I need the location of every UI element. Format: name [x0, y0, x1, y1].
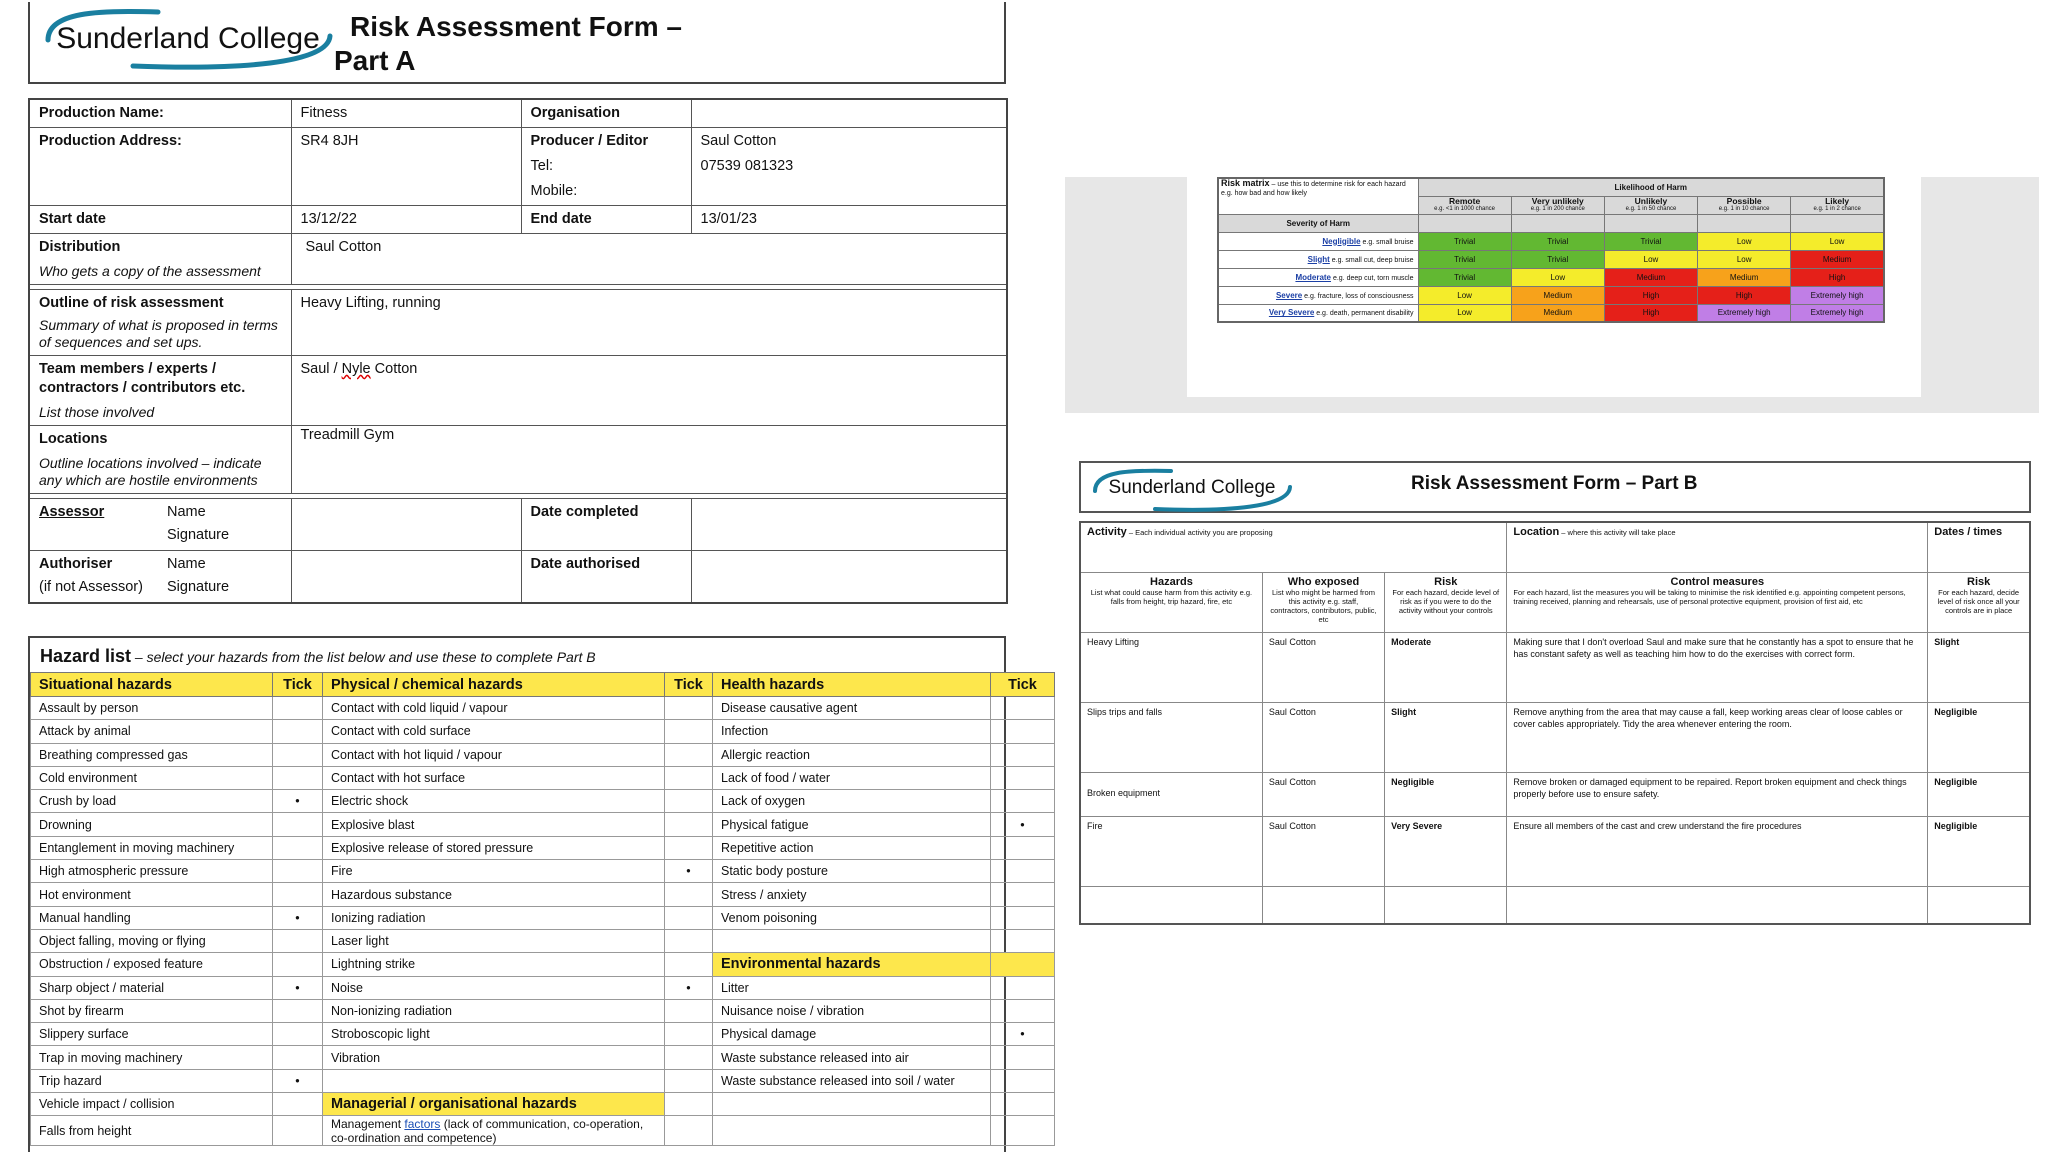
hazard-row [31, 766, 1055, 789]
physical-hazard: Contact with hot liquid / vapour [323, 743, 665, 766]
matrix-row [1218, 268, 1884, 286]
situational-hazard: Hot environment [31, 883, 273, 906]
risk-matrix-page [1187, 177, 1921, 397]
col-tick: Tick [273, 673, 323, 697]
production-name-label: Production Name: [29, 99, 291, 128]
health-hazard: Static body posture [713, 860, 991, 883]
tick-checkbox[interactable] [991, 1046, 1055, 1069]
risk-level-cell: Extremely high [1791, 304, 1884, 322]
likelihood-label: Likelihood of Harm [1418, 178, 1884, 196]
matrix-row [1218, 304, 1884, 322]
risk-level-cell: Medium [1511, 304, 1604, 322]
risk-row [1080, 772, 2030, 816]
situational-hazard: Trip hazard [31, 1069, 273, 1092]
tick-checkbox[interactable] [991, 883, 1055, 906]
physical-hazard: Laser light [323, 929, 665, 952]
tick-checkbox[interactable] [665, 720, 713, 743]
physical-hazard: Hazardous substance [323, 883, 665, 906]
control-measures-cell[interactable] [1507, 886, 1928, 924]
physical-hazard: Electric shock [323, 790, 665, 813]
situational-hazard: Drowning [31, 813, 273, 836]
physical-hazard: Vibration [323, 1046, 665, 1069]
situational-hazard: Entanglement in moving machinery [31, 836, 273, 859]
risk-level-cell: Medium [1604, 268, 1697, 286]
tick-checkbox[interactable] [273, 743, 323, 766]
tick-checkbox[interactable] [665, 883, 713, 906]
tick-checkbox[interactable] [991, 929, 1055, 952]
tick-checkbox[interactable]: • [991, 813, 1055, 836]
team-label: Team members / experts / contractors / contributors etc. List those involved [29, 356, 291, 426]
dates-cell[interactable]: Dates / times [1928, 522, 2030, 572]
part-b-form [1079, 461, 2031, 933]
situational-hazard: Breathing compressed gas [31, 743, 273, 766]
health-hazard: Physical fatigue [713, 813, 991, 836]
risk-cell[interactable] [1385, 886, 1507, 924]
col-health: Health hazards [713, 673, 991, 697]
tick-checkbox[interactable] [273, 813, 323, 836]
risk-after-cell[interactable]: Negligible [1928, 816, 2030, 886]
tick-checkbox[interactable] [273, 720, 323, 743]
risk-level-cell: Medium [1698, 268, 1791, 286]
tick-checkbox[interactable] [273, 929, 323, 952]
health-hazard [713, 929, 991, 952]
hazard-row [31, 929, 1055, 952]
hazard-row [31, 1093, 1055, 1116]
physical-hazard: Lightning strike [323, 953, 665, 976]
part-b-title: Risk Assessment Form – Part B [1411, 473, 1698, 494]
tick-checkbox[interactable]: • [273, 906, 323, 929]
logo-text: Sunderland College [1108, 477, 1276, 498]
part-a-header [28, 2, 1006, 84]
hazard-row [31, 883, 1055, 906]
risk-cell[interactable]: Negligible [1385, 772, 1507, 816]
physical-hazard: Explosive blast [323, 813, 665, 836]
severity-cell: Moderate e.g. deep cut, torn muscle [1218, 268, 1418, 286]
part-b-header [1079, 461, 2031, 513]
sunderland-college-logo [1089, 467, 1295, 513]
risk-level-cell: Low [1698, 250, 1791, 268]
outline-value[interactable]: Heavy Lifting, running [291, 290, 1007, 356]
authoriser-label: Authoriser Name (if not Assessor) Signature [29, 551, 291, 603]
physical-hazard: Fire [323, 860, 665, 883]
hazard-row [31, 1046, 1055, 1069]
production-address-value[interactable]: SR4 8JH [291, 128, 521, 206]
tick-checkbox[interactable]: • [665, 860, 713, 883]
health-hazard: Waste substance released into air [713, 1046, 991, 1069]
hazard-row [31, 697, 1055, 720]
health-hazard: Lack of food / water [713, 766, 991, 789]
risk-level-cell: Trivial [1418, 232, 1511, 250]
tick-checkbox[interactable] [665, 1023, 713, 1046]
tick-checkbox[interactable] [665, 743, 713, 766]
tick-checkbox[interactable] [273, 1046, 323, 1069]
physical-hazard: Explosive release of stored pressure [323, 836, 665, 859]
likelihood-header: Possible e.g. 1 in 10 chance [1698, 196, 1791, 214]
control-measures-cell[interactable]: Making sure that I don't overload Saul and make sure that he constantly has a spot to ensure that he has constant safety as well as teaching him how to do the exercises with correct form. [1507, 632, 1928, 702]
health-hazard: Stress / anxiety [713, 883, 991, 906]
situational-hazard: Obstruction / exposed feature [31, 953, 273, 976]
situational-hazard: Cold environment [31, 766, 273, 789]
health-hazard: Nuisance noise / vibration [713, 999, 991, 1022]
distribution-value[interactable]: Saul Cotton [291, 234, 1007, 285]
hazard-row [31, 1116, 1055, 1146]
physical-hazard: Non-ionizing radiation [323, 999, 665, 1022]
who-exposed-cell[interactable]: Saul Cotton [1262, 772, 1384, 816]
tick-checkbox[interactable] [665, 836, 713, 859]
hazard-list-heading: Hazard list – select your hazards from the list below and use these to complete Part B [40, 646, 596, 666]
tick-checkbox[interactable] [273, 766, 323, 789]
hazard-row [31, 813, 1055, 836]
control-measures-cell[interactable]: Ensure all members of the cast and crew understand the fire procedures [1507, 816, 1928, 886]
hazard-cell[interactable] [1080, 886, 1262, 924]
situational-hazard: Shot by firearm [31, 999, 273, 1022]
risk-level-cell: Trivial [1418, 268, 1511, 286]
situational-hazard: Attack by animal [31, 720, 273, 743]
health-hazard: Infection [713, 720, 991, 743]
col-hazards: Hazards List what could cause harm from this activity e.g. falls from height, trip hazard, fire, etc [1080, 572, 1262, 632]
hazard-row [31, 836, 1055, 859]
organisation-value[interactable] [691, 99, 1007, 128]
severity-cell: Severe e.g. fracture, loss of consciousness [1218, 286, 1418, 304]
risk-level-cell: Low [1511, 268, 1604, 286]
risk-after-cell[interactable] [1928, 886, 2030, 924]
risk-after-cell[interactable]: Negligible [1928, 772, 2030, 816]
tick-checkbox[interactable] [665, 1093, 713, 1116]
tick-checkbox[interactable] [273, 883, 323, 906]
health-hazard: Disease causative agent [713, 697, 991, 720]
risk-level-cell: Low [1418, 286, 1511, 304]
risk-level-cell: High [1698, 286, 1791, 304]
situational-hazard: Falls from height [31, 1116, 273, 1146]
tick-checkbox[interactable] [273, 1116, 323, 1146]
part-b-table [1079, 521, 2031, 925]
production-name-value[interactable]: Fitness [291, 99, 521, 128]
risk-after-cell[interactable]: Negligible [1928, 702, 2030, 772]
production-details-table [28, 98, 1008, 604]
physical-hazard: Contact with cold surface [323, 720, 665, 743]
tick-checkbox[interactable] [665, 953, 713, 976]
hazard-cell[interactable]: Heavy Lifting [1080, 632, 1262, 702]
hazard-row [31, 1023, 1055, 1046]
situational-hazard: Trap in moving machinery [31, 1046, 273, 1069]
assessor-label: Assessor Name Signature [29, 499, 291, 551]
activity-cell[interactable]: Activity – Each individual activity you are proposing [1080, 522, 1507, 572]
tick-checkbox[interactable] [665, 766, 713, 789]
risk-level-cell: Low [1791, 232, 1884, 250]
tick-checkbox[interactable] [273, 953, 323, 976]
risk-row [1080, 702, 2030, 772]
tick-checkbox[interactable] [991, 766, 1055, 789]
risk-row [1080, 816, 2030, 886]
tick-checkbox[interactable]: • [665, 976, 713, 999]
risk-level-cell: High [1791, 268, 1884, 286]
location-cell[interactable]: Location – where this activity will take place [1507, 522, 1928, 572]
date-completed-label: Date completed [521, 499, 691, 551]
health-hazard: Allergic reaction [713, 743, 991, 766]
distribution-label: Distribution Who gets a copy of the assessment [29, 234, 291, 285]
likelihood-header: Likely e.g. 1 in 2 chance [1791, 196, 1884, 214]
logo-text: Sunderland College [56, 22, 320, 55]
end-date-value[interactable]: 13/01/23 [691, 206, 1007, 234]
tick-checkbox[interactable] [665, 1046, 713, 1069]
health-hazard: Waste substance released into soil / water [713, 1069, 991, 1092]
tick-checkbox[interactable]: • [991, 1023, 1055, 1046]
risk-cell[interactable]: Very Severe [1385, 816, 1507, 886]
tick-checkbox[interactable] [991, 743, 1055, 766]
hazard-row [31, 976, 1055, 999]
tick-checkbox[interactable] [991, 976, 1055, 999]
tick-checkbox[interactable] [665, 906, 713, 929]
health-hazard: Repetitive action [713, 836, 991, 859]
hazard-row [31, 860, 1055, 883]
hazard-row [31, 906, 1055, 929]
situational-hazard: Crush by load [31, 790, 273, 813]
end-date-label: End date [521, 206, 691, 234]
tick-checkbox[interactable] [991, 697, 1055, 720]
col-tick: Tick [991, 673, 1055, 697]
producer-labels: Producer / Editor Tel: Mobile: [521, 128, 691, 206]
hazard-row [31, 790, 1055, 813]
health-hazard: Litter [713, 976, 991, 999]
hazard-list-section [28, 636, 1037, 1152]
risk-level-cell: Extremely high [1698, 304, 1791, 322]
situational-hazard: Vehicle impact / collision [31, 1093, 273, 1116]
matrix-title: Risk matrix – use this to determine risk for each hazard e.g. how bad and how likely [1218, 178, 1418, 214]
hazard-row [31, 720, 1055, 743]
health-hazard: Physical damage [713, 1023, 991, 1046]
organisation-label: Organisation [521, 99, 691, 128]
physical-hazard: Ionizing radiation [323, 906, 665, 929]
environmental-heading: Environmental hazards [713, 953, 991, 976]
risk-cell[interactable]: Moderate [1385, 632, 1507, 702]
tick-checkbox[interactable] [665, 1069, 713, 1092]
risk-level-cell: Medium [1511, 286, 1604, 304]
tick-checkbox[interactable] [665, 790, 713, 813]
tick-checkbox[interactable]: • [273, 976, 323, 999]
risk-level-cell: High [1604, 286, 1697, 304]
col-situational: Situational hazards [31, 673, 273, 697]
risk-matrix-table [1217, 177, 1885, 323]
tick-checkbox[interactable] [665, 697, 713, 720]
tick-checkbox[interactable] [273, 1093, 323, 1116]
tick-checkbox[interactable] [991, 790, 1055, 813]
team-value[interactable]: Saul / Nyle Cotton [291, 356, 1007, 426]
tick-checkbox[interactable]: • [273, 1069, 323, 1092]
hazard-row [31, 1069, 1055, 1092]
risk-level-cell: Trivial [1511, 232, 1604, 250]
control-measures-cell[interactable]: Remove anything from the area that may cause a fall, keep working areas clear of loose cables or cover cables appropriately. Tidy the area whenever entering the room. [1507, 702, 1928, 772]
risk-after-cell[interactable]: Slight [1928, 632, 2030, 702]
matrix-row [1218, 250, 1884, 268]
health-hazard [713, 1116, 991, 1146]
producer-values[interactable]: Saul Cotton 07539 081323 [691, 128, 1007, 206]
start-date-label: Start date [29, 206, 291, 234]
authoriser-value[interactable] [291, 551, 521, 603]
severity-cell: Negligible e.g. small bruise [1218, 232, 1418, 250]
risk-level-cell: Low [1418, 304, 1511, 322]
physical-hazard: Noise [323, 976, 665, 999]
tick-checkbox[interactable] [991, 1093, 1055, 1116]
tick-checkbox[interactable] [273, 999, 323, 1022]
physical-hazard: Stroboscopic light [323, 1023, 665, 1046]
severity-label-row [1218, 214, 1884, 232]
health-hazard [713, 1093, 991, 1116]
risk-row [1080, 632, 2030, 702]
tick-checkbox[interactable] [991, 999, 1055, 1022]
tick-checkbox[interactable] [991, 1116, 1055, 1146]
tick-checkbox[interactable] [991, 720, 1055, 743]
tick-checkbox[interactable] [665, 1116, 713, 1146]
sunderland-college-logo [38, 6, 338, 72]
who-exposed-cell[interactable]: Saul Cotton [1262, 816, 1384, 886]
who-exposed-cell[interactable] [1262, 886, 1384, 924]
who-exposed-cell[interactable]: Saul Cotton [1262, 702, 1384, 772]
tick-checkbox[interactable]: • [273, 790, 323, 813]
severity-cell: Slight e.g. small cut, deep bruise [1218, 250, 1418, 268]
managerial-hazard: Management factors (lack of communication, co-operation, co-ordination and competence) [323, 1116, 665, 1146]
tick-checkbox[interactable] [665, 813, 713, 836]
risk-level-cell: Extremely high [1791, 286, 1884, 304]
col-tick: Tick [665, 673, 713, 697]
tick-checkbox[interactable] [991, 906, 1055, 929]
matrix-title-row [1218, 178, 1884, 196]
risk-matrix-panel [1065, 177, 2039, 413]
control-measures-cell[interactable]: Remove broken or damaged equipment to be repaired. Report broken equipment and check things properly before use to ensure safety. [1507, 772, 1928, 816]
date-completed-value[interactable] [691, 499, 1007, 551]
hazard-row [31, 743, 1055, 766]
assessor-value[interactable] [291, 499, 521, 551]
situational-hazard: Manual handling [31, 906, 273, 929]
locations-value[interactable]: Treadmill Gym [291, 426, 1007, 494]
who-exposed-cell[interactable]: Saul Cotton [1262, 632, 1384, 702]
col-risk-after: Risk For each hazard, decide level of risk once all your controls are in place [1928, 572, 2030, 632]
health-hazard: Venom poisoning [713, 906, 991, 929]
health-hazard: Lack of oxygen [713, 790, 991, 813]
date-authorised-label: Date authorised [521, 551, 691, 603]
physical-hazard: Contact with cold liquid / vapour [323, 697, 665, 720]
start-date-value[interactable]: 13/12/22 [291, 206, 521, 234]
risk-level-cell: High [1604, 304, 1697, 322]
factors-link[interactable]: factors [404, 1116, 441, 1131]
risk-cell[interactable]: Slight [1385, 702, 1507, 772]
physical-hazard [323, 1069, 665, 1092]
risk-row [1080, 886, 2030, 924]
risk-level-cell: Low [1698, 232, 1791, 250]
hazard-cell[interactable]: Slips trips and falls [1080, 702, 1262, 772]
col-control-measures: Control measures For each hazard, list the measures you will be taking to minimise the risk identified e.g. appointing competent persons, training received, planning and rehearsals, use of personal protective equipment, provision of first aid, etc [1507, 572, 1928, 632]
likelihood-header: Very unlikely e.g. 1 in 200 chance [1511, 196, 1604, 214]
matrix-row [1218, 286, 1884, 304]
col-physical: Physical / chemical hazards [323, 673, 665, 697]
managerial-heading: Managerial / organisational hazards [323, 1093, 665, 1116]
risk-level-cell: Low [1604, 250, 1697, 268]
physical-hazard: Contact with hot surface [323, 766, 665, 789]
tick-checkbox[interactable] [273, 697, 323, 720]
hazard-cell[interactable]: Fire [1080, 816, 1262, 886]
risk-level-cell: Trivial [1604, 232, 1697, 250]
hazard-row [31, 999, 1055, 1022]
outline-label: Outline of risk assessment Summary of what is proposed in terms of sequences and set ups. [29, 290, 291, 356]
situational-hazard: Sharp object / material [31, 976, 273, 999]
page-title: Risk Assessment Form – Part A [334, 11, 682, 76]
tick-checkbox[interactable] [273, 836, 323, 859]
risk-level-cell: Trivial [1511, 250, 1604, 268]
situational-hazard: Object falling, moving or flying [31, 929, 273, 952]
production-address-label: Production Address: [29, 128, 291, 206]
hazard-table [30, 672, 1055, 1146]
tick-checkbox[interactable] [273, 1023, 323, 1046]
col-who-exposed: Who exposed List who might be harmed from this activity e.g. staff, contractors, contributors, public, etc [1262, 572, 1384, 632]
risk-level-cell: Medium [1791, 250, 1884, 268]
tick-checkbox[interactable] [665, 999, 713, 1022]
tick-checkbox[interactable] [991, 1069, 1055, 1092]
tick-checkbox[interactable] [665, 929, 713, 952]
date-authorised-value[interactable] [691, 551, 1007, 603]
severity-label: Severity of Harm [1218, 214, 1418, 232]
risk-level-cell: Trivial [1418, 250, 1511, 268]
likelihood-header: Unlikely e.g. 1 in 50 chance [1604, 196, 1697, 214]
hazard-row [31, 953, 1055, 976]
tick-checkbox [991, 953, 1055, 976]
tick-checkbox[interactable] [273, 860, 323, 883]
matrix-row [1218, 232, 1884, 250]
tick-checkbox[interactable] [991, 836, 1055, 859]
severity-cell: Very Severe e.g. death, permanent disability [1218, 304, 1418, 322]
col-risk: Risk For each hazard, decide level of risk as if you were to do the activity without your controls [1385, 572, 1507, 632]
situational-hazard: High atmospheric pressure [31, 860, 273, 883]
tick-checkbox[interactable] [991, 860, 1055, 883]
hazard-cell[interactable]: Broken equipment [1080, 772, 1262, 816]
situational-hazard: Assault by person [31, 697, 273, 720]
likelihood-header: Remote e.g. <1 in 1000 chance [1418, 196, 1511, 214]
locations-label: Locations Outline locations involved – indicate any which are hostile environments [29, 426, 291, 494]
situational-hazard: Slippery surface [31, 1023, 273, 1046]
